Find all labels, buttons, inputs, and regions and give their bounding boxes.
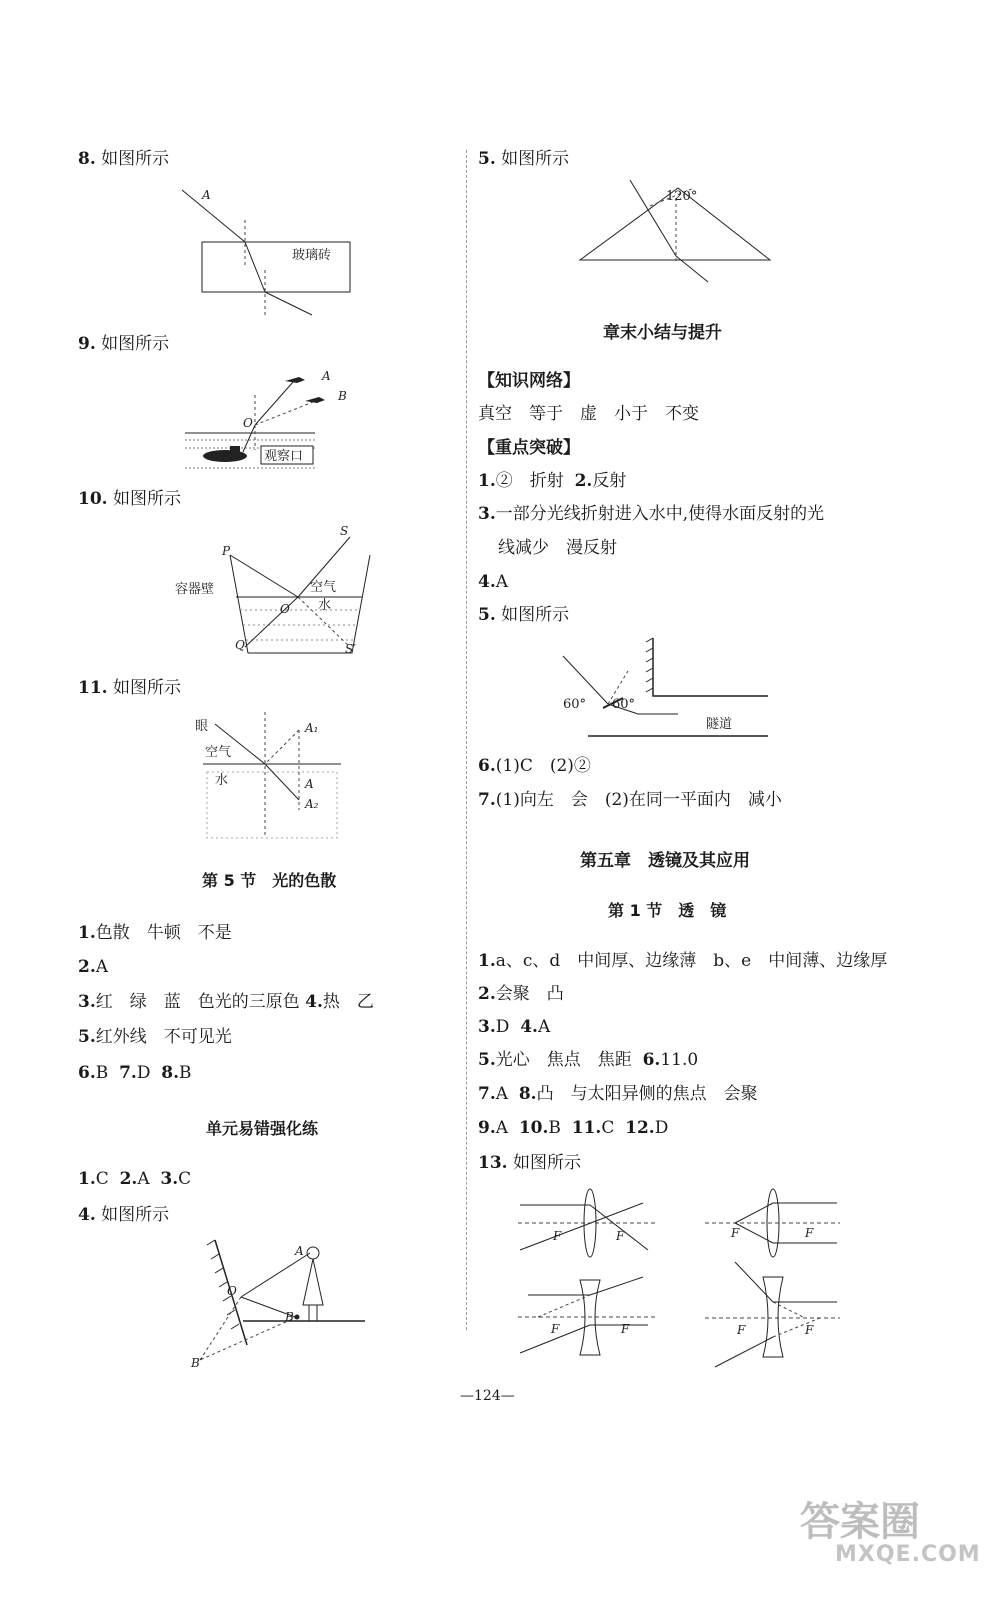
unit-q4-label-a: A [295, 1244, 304, 1258]
lens3-f-right: F [621, 1322, 630, 1336]
tunnel-diagram [558, 636, 773, 746]
q10-label-s: S [340, 524, 349, 538]
sec1-line-4: 5.光心 焦点 焦距 6.11.0 [478, 1050, 699, 1070]
unit-line-1: 1.C 2.A 3.C [78, 1169, 192, 1189]
key-header: 【重点突破】 [478, 438, 580, 458]
key-line-6: 6.(1)C (2)② [478, 756, 591, 776]
lens1-f-left: F [553, 1229, 562, 1243]
lens2-f-right: F [805, 1226, 814, 1240]
unit-review-title: 单元易错强化练 [206, 1119, 319, 1138]
unit-q4-mirror-diagram [185, 1235, 375, 1375]
sec5-line-5: 6.B 7.D 8.B [78, 1063, 192, 1083]
sec5-line-1: 1.色散 牛顿 不是 [78, 923, 232, 943]
chapter5-title: 第五章 透镜及其应用 [580, 851, 750, 871]
watermark-url: MXQE.COM [835, 1542, 981, 1567]
section1-title: 第 1 节 透 镜 [608, 901, 727, 920]
tunnel-angle1: 60° [563, 697, 587, 712]
page-number: —124— [460, 1388, 515, 1404]
q9-label-o: O [243, 416, 253, 430]
sec1-line-6: 9.A 10.B 11.C 12.D [478, 1118, 669, 1138]
key-line-3-cont: 线减少 漫反射 [498, 538, 617, 558]
q9-label-a: A [322, 369, 331, 383]
sec5-line-4: 5.红外线 不可见光 [78, 1027, 232, 1047]
q11-eye-label: 眼 [195, 719, 209, 734]
r-q5-angle: 120° [666, 189, 698, 204]
r-q5-prism-diagram [578, 178, 773, 268]
unit-q4-label-b: B [285, 1310, 294, 1324]
lens4-f-right: F [805, 1323, 814, 1337]
lens-diagram-convex-1 [518, 1185, 663, 1265]
knowledge-header: 【知识网络】 [478, 371, 580, 391]
q11-air-label: 空气 [205, 745, 232, 760]
lens2-f-left: F [731, 1226, 740, 1240]
chapter-summary-title: 章末小结与提升 [603, 323, 722, 343]
key-line-7: 7.(1)向左 会 (2)在同一平面内 减小 [478, 790, 782, 810]
q11-line: 11. 如图所示 [78, 678, 181, 698]
key-line-4: 4.A [478, 572, 509, 592]
q10-air-label: 空气 [310, 580, 337, 595]
section5-title: 第 5 节 光的色散 [202, 871, 337, 890]
lens3-f-left: F [551, 1322, 560, 1336]
lens1-f-right: F [616, 1229, 625, 1243]
key-line-3: 3.一部分光线折射进入水中,使得水面反射的光 [478, 504, 825, 524]
q10-label-q: Q [235, 638, 245, 652]
unit-q4-label-b2: B′ [191, 1356, 203, 1370]
knowledge-line: 真空 等于 虚 小于 不变 [478, 404, 699, 424]
lens-diagram-convex-2 [705, 1185, 845, 1265]
q10-container-diagram [175, 524, 380, 665]
unit-q4-line: 4. 如图所示 [78, 1205, 170, 1225]
lens-diagram-concave-1 [518, 1275, 663, 1360]
q9-line: 9. 如图所示 [78, 334, 170, 354]
q9-submarine-diagram [185, 370, 355, 470]
q11-water-label: 水 [215, 773, 229, 788]
q9-window-label: 观察口 [264, 449, 304, 464]
sec1-line-13: 13. 如图所示 [478, 1153, 581, 1173]
watermark-logo: 答案圈 [800, 1499, 920, 1545]
q10-wall-label: 容器壁 [175, 582, 215, 597]
unit-q4-label-o: O [227, 1284, 237, 1298]
q10-line: 10. 如图所示 [78, 489, 181, 509]
q11-label-a2: A₂ [305, 797, 319, 811]
q9-label-b: B [338, 389, 347, 403]
q8-point-a: A [202, 188, 211, 202]
lens4-f-left: F [737, 1323, 746, 1337]
sec1-line-2: 2.会聚 凸 [478, 984, 564, 1004]
key-line-1: 1.② 折射 2.反射 [478, 471, 627, 491]
q11-label-a: A [305, 777, 314, 791]
tunnel-angle2: 60° [612, 697, 636, 712]
lens-diagram-concave-2 [705, 1262, 845, 1372]
q10-label-o: O [280, 602, 290, 616]
q11-label-a1: A₁ [305, 721, 319, 735]
q10-label-s2: S′ [345, 642, 356, 656]
q10-water-label: 水 [318, 598, 332, 613]
sec1-line-1: 1.a、c、d 中间厚、边缘薄 b、e 中间薄、边缘厚 [478, 951, 888, 971]
sec5-line-2: 2.A [78, 957, 109, 977]
r-q5-line: 5. 如图所示 [478, 149, 570, 169]
q8-glass-diagram [180, 185, 380, 325]
q11-fish-diagram [195, 712, 355, 842]
sec5-line-3: 3.红 绿 蓝 色光的三原色 4.热 乙 [78, 992, 374, 1012]
q8-line: 8. 如图所示 [78, 149, 170, 169]
column-divider [466, 150, 467, 1330]
q8-glass-label: 玻璃砖 [292, 248, 332, 263]
tunnel-label: 隧道 [706, 717, 733, 732]
key-line-5: 5. 如图所示 [478, 605, 570, 625]
sec1-line-5: 7.A 8.凸 与太阳异侧的焦点 会聚 [478, 1084, 758, 1104]
sec1-line-3: 3.D 4.A [478, 1017, 551, 1037]
q10-label-p: P [222, 544, 231, 558]
